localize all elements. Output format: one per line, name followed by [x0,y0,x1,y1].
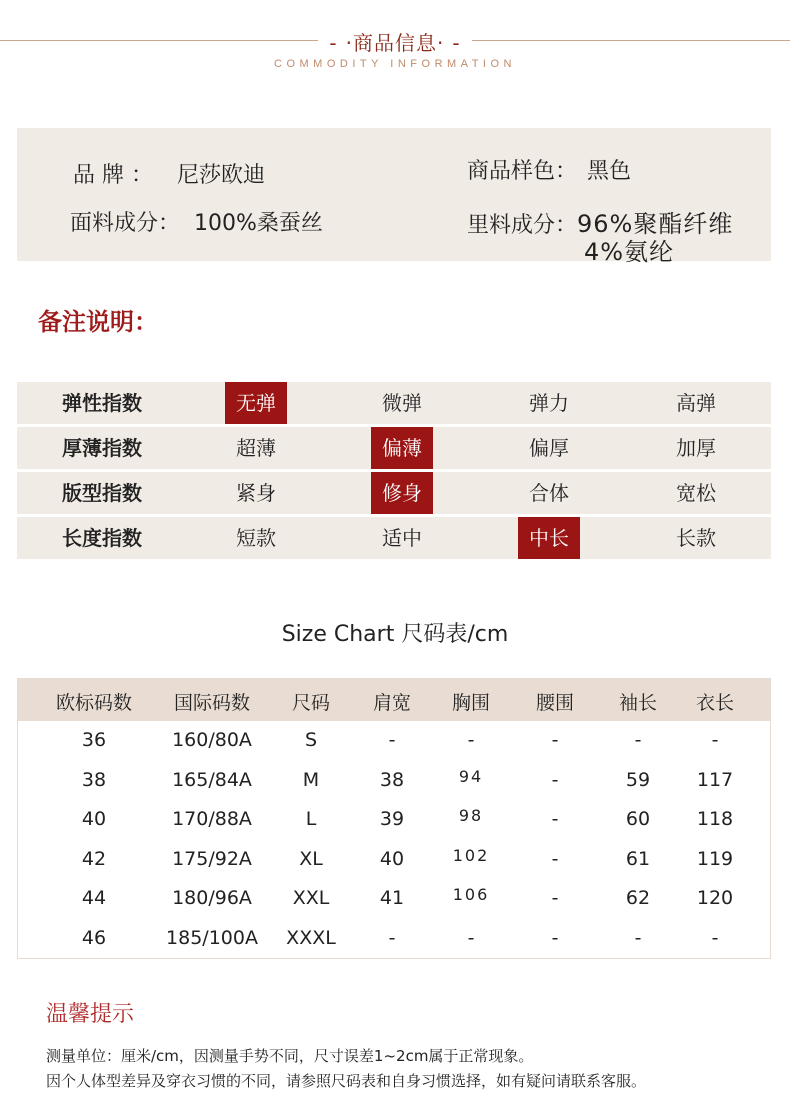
size-chart-cell: 160/80A [172,729,252,751]
fabric-label: 面料成分： [70,211,181,236]
fit-index-option: 高弹 [676,391,716,415]
fit-index-option: 微弹 [382,391,422,415]
size-chart-cell: 117 [696,769,734,791]
size-chart-column-header: 国际码数 [173,692,250,714]
fit-index-option: 长款 [676,526,716,550]
fit-index-label: 长度指数 [62,526,142,550]
title-dot-right: · [437,31,445,55]
product-info-panel [17,128,771,266]
size-chart-cell: 119 [696,848,734,870]
brand-row [73,158,265,189]
size-chart-cell: 170/88A [172,808,252,830]
size-chart-column-header: 肩宽 [372,692,411,714]
fit-index-option: 合体 [529,481,569,505]
size-chart-cell: - [634,729,642,751]
size-chart-cell: 42 [81,848,107,870]
size-chart-cell: 175/92A [172,848,252,870]
fit-index-label: 厚薄指数 [62,436,142,460]
size-chart-cell: 41 [379,887,405,909]
fit-index-row [17,382,771,424]
size-chart-cell: 40 [379,848,405,870]
fit-index-option: 弹力 [529,391,569,415]
size-chart-cell: - [551,927,559,949]
size-chart-cell: XXL [292,887,330,909]
size-chart-cell: M [302,769,320,791]
size-chart-cell: - [551,848,559,870]
fit-index-row [17,472,771,514]
size-chart-cell: 59 [625,769,651,791]
size-chart-cell: 46 [81,927,107,949]
remark-title: 备注说明： [38,308,158,336]
size-chart-cell: 102 [452,846,490,865]
size-chart-cell: - [634,927,642,949]
lining-value-line2: 4%氨纶 [584,238,675,266]
size-chart-cell: 38 [379,769,405,791]
fit-index-option: 加厚 [676,436,716,460]
size-chart-cell: - [551,887,559,909]
size-chart-cell: 98 [458,806,484,825]
size-chart-cell: - [388,729,396,751]
color-label: 商品样色： [467,159,578,184]
size-chart-cell: - [711,729,719,751]
size-chart-table [17,678,771,959]
fabric-row [70,206,323,237]
fit-index-option: 适中 [382,526,422,550]
title-dash-left: - [329,31,338,55]
size-chart-cell: L [305,808,317,830]
size-chart-cell: 36 [81,729,107,751]
size-chart-cell: 106 [452,885,490,904]
fit-index-option: 紧身 [236,481,276,505]
size-chart-column-header: 欧标码数 [55,692,132,714]
size-chart-cell: 165/84A [172,769,252,791]
fabric-value: 100%桑蚕丝 [194,211,323,236]
size-chart-cell: XXXL [286,927,336,949]
size-chart-column-header: 衣长 [695,692,734,714]
size-chart-cell: 60 [625,808,651,830]
size-chart-cell: - [388,927,396,949]
size-chart-column-header: 胸围 [451,692,490,714]
lining-value-line1: 96%聚酯纤维 [577,210,734,238]
size-chart-cell: - [467,927,475,949]
fit-index-row [17,427,771,469]
tips-line-advice: 因个人体型差异及穿衣习惯的不同，请参照尺码表和自身习惯选择，如有疑问请联系客服。 [46,1072,647,1090]
section-subtitle: COMMODITY INFORMATION [274,58,516,70]
size-chart-cell: S [304,729,318,751]
size-chart-cell: 94 [458,767,484,786]
size-chart-cell: 180/96A [172,887,252,909]
fit-index-option-selected: 偏薄 [371,427,433,469]
size-chart-cell: 120 [696,887,734,909]
tips-title: 温馨提示 [46,1002,135,1027]
size-chart-cell: XL [299,848,323,870]
fit-index-option-selected: 无弹 [225,382,287,424]
size-chart-cell: 39 [379,808,405,830]
size-chart-cell: - [551,769,559,791]
size-chart-cell: 61 [625,848,651,870]
tips-line-measurement: 测量单位：厘米/cm，因测量手势不同，尺寸误差1~2cm属于正常现象。 [46,1047,534,1065]
size-chart-cell: 62 [625,887,651,909]
brand-value: 尼莎欧迪 [177,163,266,188]
fit-index-label: 弹性指数 [62,391,142,415]
title-dash-right: - [452,31,461,55]
fit-index-option: 超薄 [236,436,276,460]
fit-index-option-selected: 中长 [518,517,580,559]
size-chart-column-header: 袖长 [618,692,657,714]
fit-index-row [17,517,771,559]
size-chart-cell: 44 [81,887,107,909]
section-title-text: 商品信息 [353,31,437,55]
size-chart-cell: 40 [81,808,107,830]
size-chart-cell: - [711,927,719,949]
size-chart-cell: 38 [81,769,107,791]
fit-index-option: 偏厚 [529,436,569,460]
brand-label: 品 牌 ： [73,163,153,188]
title-dot-left: · [345,31,353,55]
size-chart-cell: 185/100A [166,927,258,949]
color-value: 黑色 [587,159,632,184]
size-chart-column-header: 腰围 [535,692,574,714]
fit-index-option-selected: 修身 [371,472,433,514]
size-chart-cell: - [467,729,475,751]
fit-index-option: 宽松 [676,481,716,505]
section-title [0,27,790,56]
fit-index-option: 短款 [236,526,276,550]
size-chart-column-header: 尺码 [291,692,330,714]
size-chart-cell: 118 [696,808,734,830]
size-chart-cell: - [551,808,559,830]
fit-index-label: 版型指数 [62,481,142,505]
size-chart-cell: - [551,729,559,751]
color-row [467,154,631,185]
size-chart-title: Size Chart 尺码表/cm [281,622,509,647]
lining-label: 里料成分： [467,213,578,238]
